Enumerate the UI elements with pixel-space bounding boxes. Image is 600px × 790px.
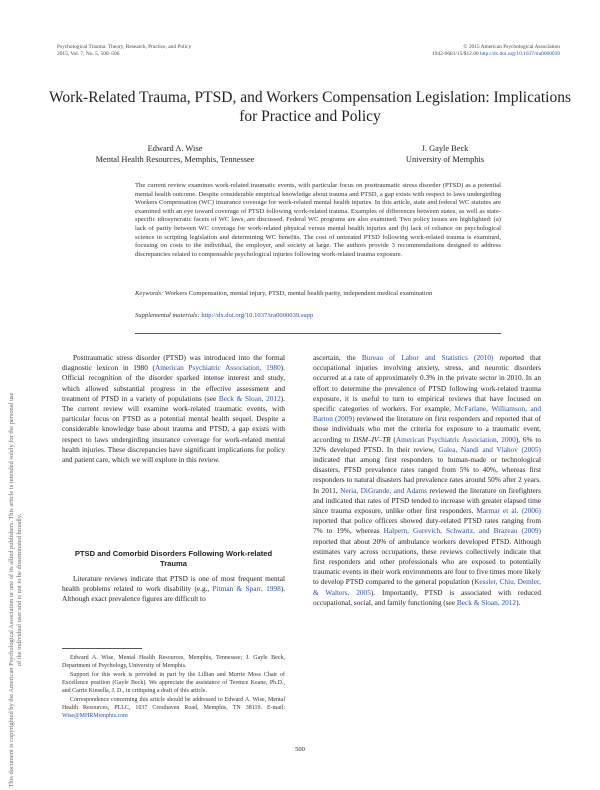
- keywords: [135, 290, 501, 299]
- author-block-1: [70, 144, 280, 165]
- citation-link[interactable]: Beck & Sloan, 2012: [456, 597, 517, 607]
- text: reviewed the literature on first responders and reported that of those individuals who met the criteria for exposure to a traumatic event, according to: [313, 414, 541, 444]
- citation-link[interactable]: American Psychiatric Association, 2000: [395, 434, 516, 444]
- text: reported that about 20% of ambulance workers developed PTSD. Although estimates vary across occupations, these reviews collectively indicate that first responders and other professionals who are exposed to potentially traumatic events in their work environments are four to five times more likely to develop PTSD compared to the general population (: [313, 536, 541, 587]
- text: reviewed the literature on firefighters and indicated that rates of PTSD tended to increase with greater elapsed time since trauma exposure, unlike other first responders.: [313, 485, 542, 516]
- abstract: The current review examines work-related traumatic events, with particular focus on posttraumatic stress disorder (PTSD) as a potential mental health outcome. Despite considerable empirical knowledge about trauma and PTSD, a gap exists with respect to laws undergirding Workers Compensation (WC) insurance coverage for work-related mental health injuries. In this article, state and federal WC statutes are examined with an eye toward coverage of PTSD following work-related trauma. Examples of differences between states, as well as state-specific idiosyncratic facets of WC laws, are discussed. Federal WC programs are also examined. Two policy issues are highlighted: (a) lack of parity between WC coverage for work-related physical versus mental health injuries and (b) lack of reliance on psychological science in scripting legislation and determining WC benefits. The cost of untreated PTSD following work-related trauma is examined, focusing on costs to the individual, the employer, and society at large. The authors provide 3 recommendations designed to address discrepancies related to compensable psychological injuries following work-related trauma exposure.: [135, 182, 501, 258]
- copyright-side-notice: This document is copyrighted by the American Psychological Association or one of its allied publishers. This article is intended solely for the personal use of the individual user and is not to be disseminated broadly.: [8, 392, 23, 788]
- citation-link[interactable]: Beck & Sloan, 2012: [218, 393, 281, 403]
- text: ). The current review will examine work-related traumatic events, with particular focus on PTSD as a potential mental health sequel. Despite a considerable knowledge base about trauma and PTSD, a gap exists with respect to laws undergirding insurance coverage for work-related mental health injuries. These discrepancies have significant implications for policy and patient care, which we will explore in this review.: [62, 393, 285, 465]
- paragraph: [62, 574, 285, 605]
- copyright-line: © 2015 American Psychological Association: [463, 44, 560, 50]
- text: ). Although exact prevalence figures are difficult to: [62, 584, 285, 604]
- article-title: Work-Related Trauma, PTSD, and Workers Compensation Legislation: Implications for Practice and Policy: [49, 89, 571, 125]
- text: reported that police officers showed duty-related PTSD rates ranging from 7% to 19%, whereas: [313, 516, 541, 536]
- citation-link[interactable]: Marmar et al. (2006): [476, 506, 541, 516]
- citation-link[interactable]: Pitman & Sparr, 1998: [212, 584, 281, 594]
- page-number: 500: [295, 746, 305, 753]
- abstract-divider: [135, 333, 501, 334]
- body-left-column-continued: [62, 574, 285, 605]
- text: DSM–IV–TR: [352, 434, 391, 444]
- text: Correspondence concerning this article should be addressed to Edward A. Wise, Mental Health Resources, PLLC, 1037 Cresthaven Road, Memphis, TN 38119. E-mail:: [62, 697, 285, 711]
- section-heading: PTSD and Comorbid Disorders Following Work-related Trauma: [74, 549, 273, 568]
- supplemental-link[interactable]: http://dx.doi.org/10.1037/tra0000039.supp: [201, 312, 314, 319]
- issn: 1942-9681/15/$12.00: [432, 51, 479, 57]
- supplemental-materials: [135, 312, 501, 321]
- footnote-correspondence: [62, 696, 285, 720]
- body-left-column: [62, 353, 285, 465]
- text: ). Official recognition of the disorder sparked intense interest and study, which allowed substantial progress in the effective assessment and treatment of PTSD in a variety of populations (see: [62, 363, 285, 403]
- text: (: [390, 434, 396, 444]
- text: Literature reviews indicate that PTSD is one of most frequent mental health problems related to work disability (e.g.,: [62, 574, 285, 594]
- supplemental-label: Supplemental materials:: [135, 312, 200, 319]
- author-name: Edward A. Wise: [147, 144, 203, 153]
- issn-doi-line: [432, 51, 560, 58]
- doi-link[interactable]: http://dx.doi.org/10.1037/tra0000039: [479, 51, 560, 57]
- text: ).: [516, 597, 521, 607]
- footnote-affiliation: Edward A. Wise, Mental Health Resources, Memphis, Tennessee; J. Gayle Beck, Department of Psychology, University of Memphis.: [62, 655, 285, 669]
- body-right-column: [313, 353, 541, 608]
- keywords-label: Keywords:: [135, 290, 164, 297]
- footnote-divider: [62, 648, 142, 649]
- citation-link[interactable]: American Psychiatric Association, 1980: [154, 363, 281, 373]
- citation-link[interactable]: McFarlane, Williamson, and Barton (2009): [313, 404, 542, 424]
- journal-name: Psychological Trauma: Theory, Research, Practice, and Policy: [57, 44, 192, 50]
- text: indicated that among first responders to human-made or technological disasters, PTSD prevalence rates ranged from 5% to 40%, whereas first responders to natural disasters had prevalence rates around 50% after 2 years. In 2011,: [313, 455, 541, 495]
- keywords-text: Workers Compensation, mental injury, PTSD, mental health parity, independent medical examination: [164, 290, 433, 297]
- text: ascertain, the: [313, 353, 362, 362]
- citation-link[interactable]: Halpern, Gurevich, Schwartz, and Brazeau (2009): [383, 526, 541, 536]
- author-affiliation: Mental Health Resources, Memphis, Tennessee: [95, 154, 255, 164]
- journal-header-left: [57, 44, 191, 58]
- author-block-2: [360, 144, 530, 165]
- text: ). Importantly, PTSD is associated with reduced occupational, social, and family functioning (see: [313, 587, 541, 607]
- email-link[interactable]: Wise@MHRMemphis.com: [62, 713, 128, 719]
- text: Posttraumatic stress disorder (PTSD) was introduced into the formal diagnostic lexicon in 1980 (: [62, 353, 285, 373]
- paragraph: [62, 353, 285, 465]
- text: ), 6% to 32% developed PTSD. In their review,: [313, 434, 542, 454]
- citation-link[interactable]: Kessler, Chiu, Demler, & Walters, 2005: [313, 577, 541, 597]
- footnotes: [62, 654, 285, 721]
- text: reported that occupational injuries involving anxiety, stress, and neurotic disorders occurred at a rate of approximately 0.3% in the private sector in 2010. In an effort to determine the prevalence of PTSD following work-related trauma exposure, it is useful to turn to empirical reviews that have focused on specific categories of workers. For example,: [313, 353, 541, 414]
- footnote-support: Support for this work is provided in part by the Lillian and Morrie Moss Chair of Excellence position (Gayle Beck). We appreciate the assistance of Terence Keane, Ph.D., and Carrie Kinsella, J. D., in critiquing a draft of this article.: [62, 672, 285, 694]
- author-name: J. Gayle Beck: [421, 144, 469, 153]
- citation-link[interactable]: Galea, Nandi and Vlahov (2005): [438, 444, 541, 454]
- journal-volume: 2015, Vol. 7, No. 5, 500–506: [57, 51, 120, 57]
- author-affiliation: University of Memphis: [405, 154, 485, 164]
- journal-header-right: [432, 44, 560, 58]
- citation-link[interactable]: Bureau of Labor and Statistics (2010): [361, 353, 494, 362]
- citation-link[interactable]: Neria, DiGrande, and Adams: [340, 485, 427, 495]
- paragraph: [313, 353, 541, 608]
